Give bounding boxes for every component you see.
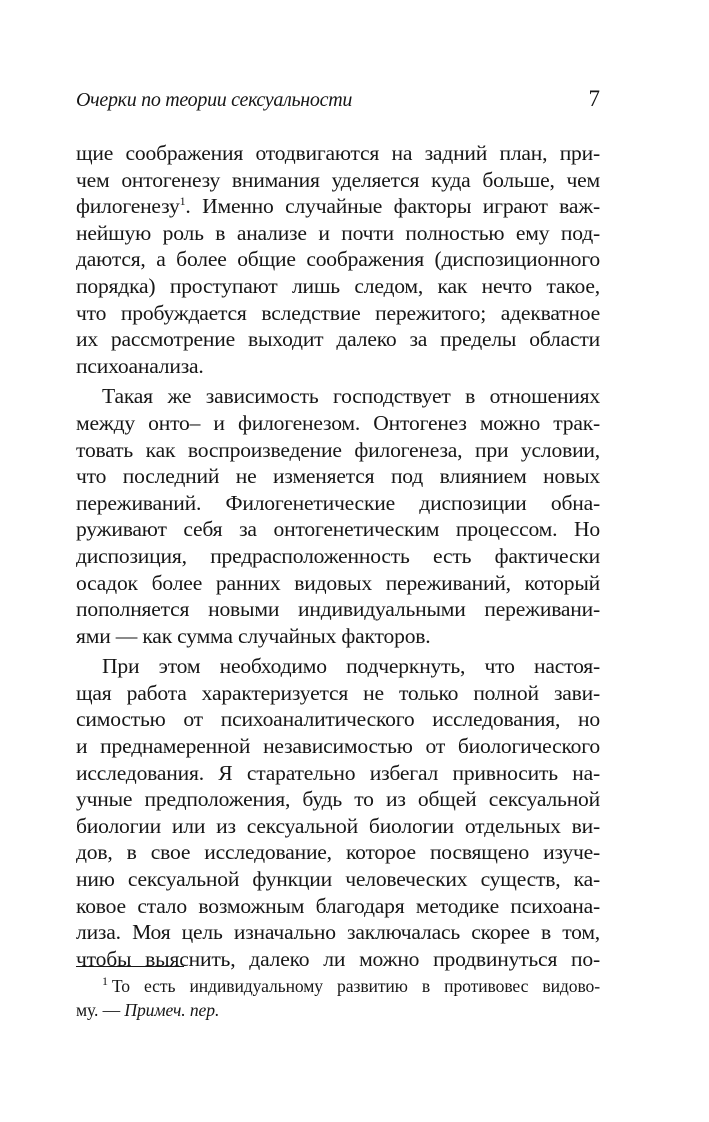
footnote — [76, 974, 600, 1022]
footnote-reference: 1 — [179, 194, 186, 209]
text-line: дов, в свое исследование, которое посвящено изуче- — [76, 840, 600, 865]
running-header — [76, 84, 600, 116]
text-line: переживаний. Филогенетические диспозиции обна- — [76, 490, 600, 515]
text-line: щие соображения отодвигаются на задний план, при- — [76, 141, 600, 165]
text-line: осадок более ранних видовых переживаний, который — [76, 570, 600, 595]
text-line: психоанализа. — [76, 353, 204, 378]
text-line: Такая же зависимость господствует в отношениях — [102, 384, 600, 409]
footnote-line — [76, 998, 600, 1022]
text-line: чтобы выяснить, далеко ли можно продвинуться по- — [76, 946, 600, 971]
text-line: что последний не изменяется под влиянием новых — [76, 464, 600, 489]
text-line: симостью от психоаналитического исследования, но — [76, 707, 600, 732]
text-line: между онто– и филогенезом. Онтогенез можно трак- — [76, 410, 600, 435]
translator-note: Примеч. пер. — [124, 1000, 220, 1020]
footnote-text: То есть индивидуальному развитию в противовес видово- — [111, 976, 600, 996]
text-line: лиза. Моя цель изначально заключалась скорее в том, — [76, 920, 600, 945]
footnote-marker: 1 — [102, 974, 108, 988]
text-line: что пробуждается вследствие пережитого; адекватное — [76, 300, 600, 325]
paragraph-2 — [76, 383, 600, 649]
text-line: товать как воспроизведение филогенеза, при условии, — [76, 437, 600, 462]
text-line: исследования. Я старательно избегал привносить на- — [76, 760, 600, 785]
text-line: биологии или из сексуальной биологии отдельных ви- — [76, 813, 600, 838]
text-line: щая работа характеризуется не только полной зави- — [76, 680, 600, 705]
text-fragment: . Именно случайные факторы играют важ- — [185, 194, 600, 219]
text-line: При этом необходимо подчеркнуть, что настоя- — [102, 654, 600, 679]
text-line: чем онтогенезу внимания уделяется куда больше, чем — [76, 167, 600, 192]
text-line: учные предположения, будь то из общей сексуальной — [76, 787, 600, 812]
paragraph-1 — [76, 140, 600, 379]
running-header-title: Очерки по теории сексуальности — [76, 89, 353, 111]
text-line: нейшую роль в анализе и почти полностью ему под- — [76, 220, 600, 245]
text-line: ковое стало возможным благодаря методике психоана- — [76, 893, 600, 918]
footnote-text: му. — — [76, 1000, 125, 1020]
text-line: порядка) проступают лишь следом, как нечто такое, — [76, 273, 600, 298]
text-line: пополняется новыми индивидуальными переживани- — [76, 597, 600, 622]
text-line: их рассмотрение выходит далеко за пределы области — [76, 327, 600, 352]
text-fragment: филогенезу — [76, 194, 180, 219]
text-line — [76, 193, 600, 220]
text-line: даются, а более общие соображения (диспозиционного — [76, 247, 600, 272]
footnote-divider — [76, 966, 184, 967]
text-line: руживают себя за онтогенетическим процессом. Но — [76, 517, 600, 542]
text-line: и преднамеренной независимостью от биологического — [76, 734, 600, 759]
paragraph-3 — [76, 653, 600, 972]
page-number: 7 — [588, 86, 600, 111]
text-line: диспозиция, предрасположенность есть фактически — [76, 543, 600, 568]
text-line: нию сексуальной функции человеческих существ, ка- — [76, 867, 600, 892]
footnote-line — [76, 974, 600, 998]
body-text — [76, 140, 600, 976]
text-line: ями — как сумма случайных факторов. — [76, 623, 431, 648]
